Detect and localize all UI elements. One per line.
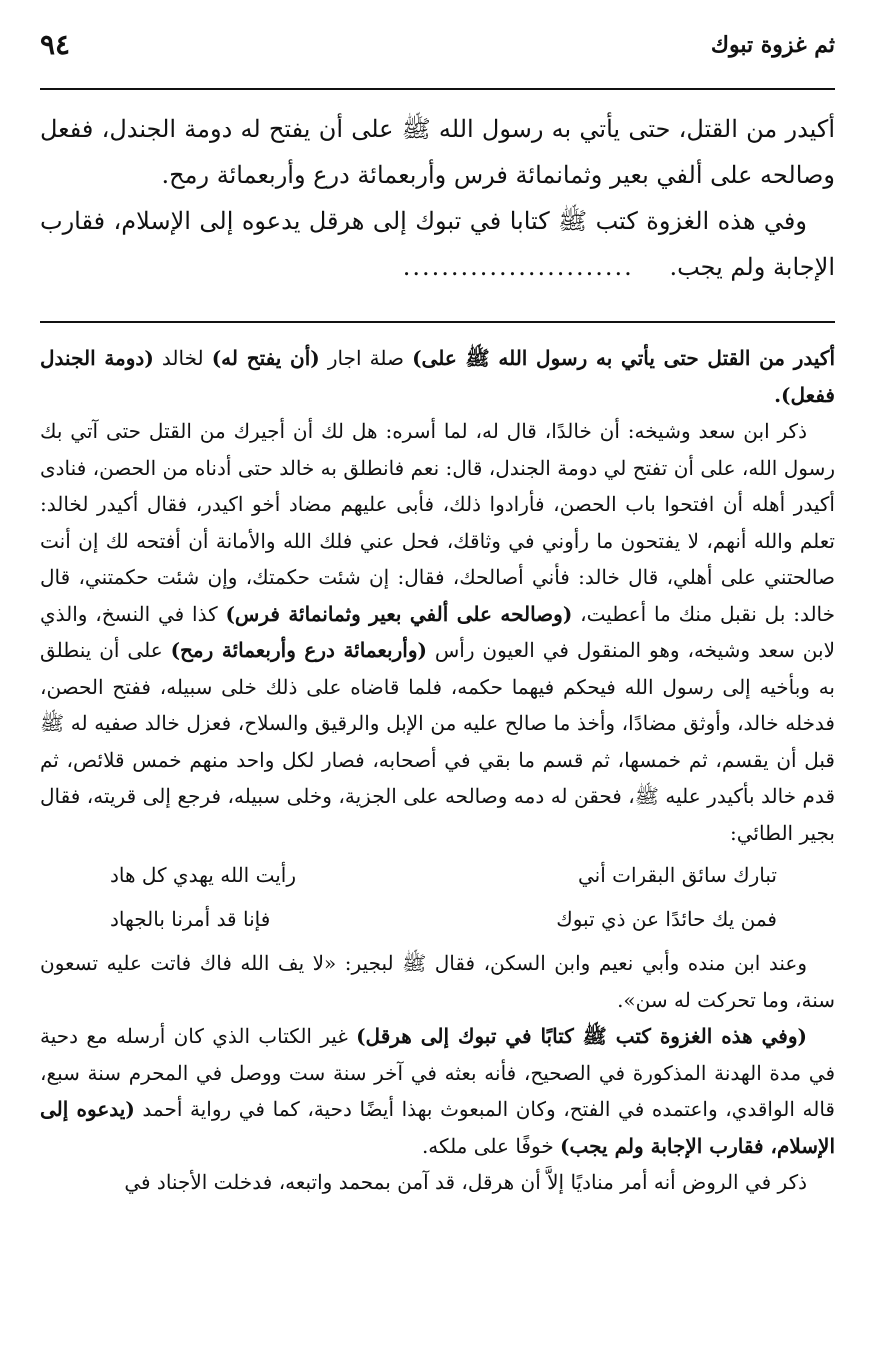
- quoted-text: (وفي هذه الغزوة كتب ﷺ كتابًا في تبوك إلى هرقل): [356, 1024, 807, 1048]
- commentary-paragraph: [40, 1018, 835, 1164]
- quoted-text: أكيدر من القتل حتى يأتي به رسول الله ﷺ على): [412, 346, 836, 370]
- gloss-text: كذا في النسخ، والذي لابن سعد وشيخه، وهو المنقول في العيون رأس: [40, 601, 835, 662]
- header-rule: [40, 88, 835, 90]
- poem: [40, 853, 835, 941]
- poem-verse: [40, 853, 835, 897]
- page-header: [40, 24, 835, 74]
- running-title: ثم غزوة تبوك: [710, 32, 835, 58]
- quoted-text: (وصالحه على ألفي بعير وثمانمائة فرس): [225, 601, 573, 626]
- quoted-text: (يدعوه إلى الإسلام، فقارب الإجابة ولم يجب): [40, 1097, 835, 1158]
- verse-hemistich: فإنا قد أمرنا بالجهاد: [110, 907, 271, 931]
- quoted-text: (أن يفتح له): [211, 346, 320, 370]
- commentary-paragraph: [40, 413, 835, 851]
- separator-rule: [40, 321, 835, 323]
- verse-hemistich: رأيت الله يهدي كل هاد: [110, 863, 296, 887]
- quoted-text: (دومة الجندل ففعل).: [40, 346, 835, 407]
- quoted-text: (وأربعمائة درع وأربعمائة رمح): [170, 638, 427, 662]
- main-text: [40, 106, 835, 290]
- poem-verse: [40, 897, 835, 941]
- gloss-text: على أن ينطلق به وبأخيه إلى رسول الله فيحكم فيهما حكمه، فلما قاضاه على ذلك خلى سبيله، ففتح الحصن، فدخله خالد، وأوثق مضادًا، وأخذ ما صالح عليه من الإبل والرقيق والسلاح، فعزل خالد صفيه له ﷺ قبل أن يقسم، ثم خمسها، ثم قسم ما بقي في أصحابه، فصار لكل واحد منهم خمس قلائص، ثم قدم خالد بأكيدر عليه ﷺ، فحقن له دمه وصالحه على الجزية، وخلى سبيله، فرجع إلى قريته، فقال بجير الطائي:: [40, 638, 835, 845]
- gloss-text: لخالد: [153, 346, 212, 370]
- page-number: ٩٤: [40, 28, 71, 61]
- commentary-paragraph: ذكر في الروض أنه أمر مناديًا إلاَّ أن هرقل، قد آمن بمحمد واتبعه، فدخلت الأجناد في: [124, 1170, 807, 1194]
- commentary: [40, 340, 835, 1201]
- gloss-text: ذكر ابن سعد وشيخه: أن خالدًا، قال له، لما أسره: هل لك أن أجيرك من القتل حتى آتي بك رسول الله، على أن تفتح لي دومة الجندل، قال: نعم فانطلق به خالد حتى أدناه من الحصن، فنادى أكيدر أهله أن افتحوا باب الحصن، فأرادوا ذلك، فأبى عليهم مضاد أخو اكيدر، فقال أكيدر لخالد: تعلم والله أنهم، لا يفتحون ما رأوني في وثاقك، فحل عني فلك الله والأمانة أن أفتحه لك إن أنت صالحتني على أهلي، قال خالد: فأني أصالحك، فقال: إن شئت حكمتك، وإن شئت حكمتني، قال خالد: بل نقبل منك ما أعطيت،: [40, 419, 835, 626]
- main-paragraph: [40, 198, 835, 290]
- main-paragraph-text: وفي هذه الغزوة كتب ﷺ كتابا في تبوك إلى هرقل يدعوه إلى الإسلام، فقارب الإجابة ولم يجب.: [40, 207, 835, 281]
- verse-hemistich: فمن يك حائدًا عن ذي تبوك: [556, 907, 777, 931]
- gloss-text: غير الكتاب الذي كان أرسله مع دحية في مدة الهدنة المذكورة في الصحيح، فأنه بعثه في آخر سنة ست ووصل في المحرم سنة سبع، قاله الواقدي، واعتمده في الفتح، وكان المبعوث بهذا أيضًا دحية، كما في رواية أحمد: [40, 1024, 835, 1121]
- gloss-text: خوفًا على ملكه.: [421, 1133, 561, 1158]
- gloss-text: صلة اجار: [319, 346, 413, 370]
- main-paragraph: أكيدر من القتل، حتى يأتي به رسول الله ﷺ على أن يفتح له دومة الجندل، ففعل وصالحه على ألفي بعير وثمانمائة فرس وأربعمائة درع وأربعمائة رمح.: [40, 115, 835, 189]
- commentary-paragraph: وعند ابن منده وأبي نعيم وابن السكن، فقال ﷺ لبجير: «لا يف الله فاك فاتت عليه تسعون سنة، وما تحركت له سن».: [40, 951, 835, 1012]
- verse-hemistich: تبارك سائق البقرات أني: [577, 863, 777, 887]
- commentary-paragraph: [40, 340, 835, 413]
- dotted-leader: ........................: [402, 253, 634, 281]
